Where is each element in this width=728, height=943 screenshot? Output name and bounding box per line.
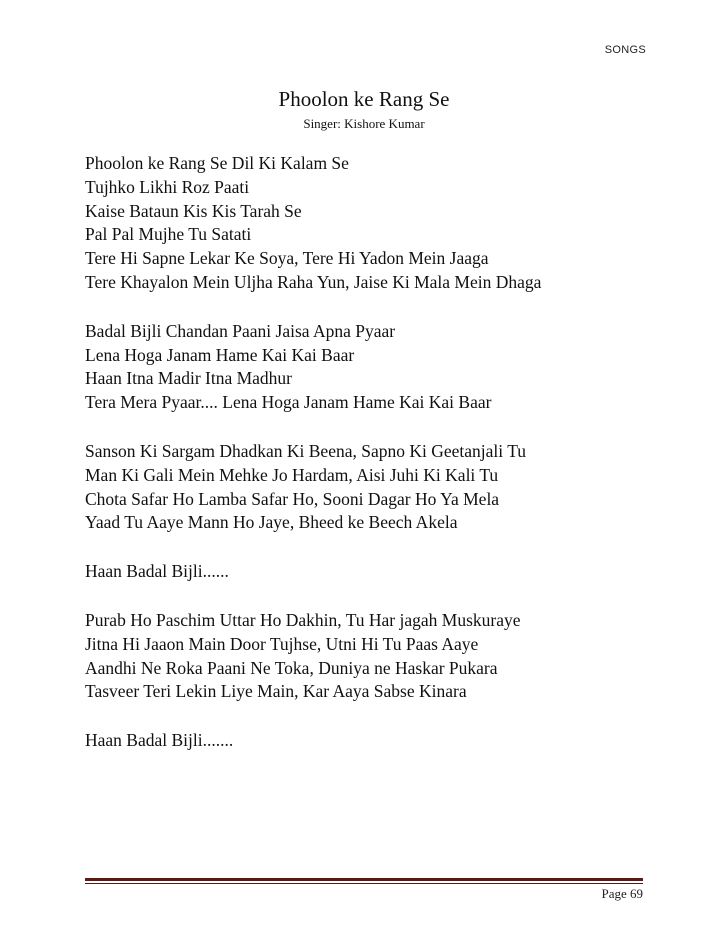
footer-divider (85, 878, 643, 884)
lyric-line: Haan Itna Madir Itna Madhur (85, 368, 293, 389)
lyric-line: Tasveer Teri Lekin Liye Main, Kar Aaya Sabse Kinara (85, 681, 467, 702)
lyric-line: Lena Hoga Janam Hame Kai Kai Baar (85, 344, 355, 365)
footer-divider-thin (85, 883, 643, 884)
stanza-6-refrain (85, 729, 685, 753)
stanza-2 (85, 320, 685, 415)
lyric-line: Haan Badal Bijli...... (85, 561, 229, 582)
lyrics-body (85, 152, 685, 778)
lyric-line: Phoolon ke Rang Se Dil Ki Kalam Se (85, 153, 349, 173)
song-title: Phoolon ke Rang Se (278, 87, 450, 111)
lyric-line: Yaad Tu Aaye Mann Ho Jaye, Bheed ke Beech Akela (85, 512, 458, 533)
lyric-line: Sanson Ki Sargam Dhadkan Ki Beena, Sapno Ki Geetanjali Tu (85, 440, 527, 461)
lyric-line: Tere Hi Sapne Lekar Ke Soya, Tere Hi Yadon Mein Jaaga (85, 248, 489, 269)
lyric-line: Jitna Hi Jaaon Main Door Tujhse, Utni Hi Tu Paas Aaye (85, 633, 479, 654)
lyric-line: Haan Badal Bijli....... (85, 730, 234, 751)
stanza-5 (85, 609, 685, 704)
lyric-line: Purab Ho Paschim Uttar Ho Dakhin, Tu Har jagah Muskuraye (85, 609, 521, 630)
header-section-label: SONGS (604, 44, 646, 56)
lyric-line: Aandhi Ne Roka Paani Ne Toka, Duniya ne Haskar Pukara (85, 657, 498, 678)
singer-credit: Singer: Kishore Kumar (303, 116, 425, 131)
footer-divider-thick (85, 878, 643, 881)
lyric-line: Tujhko Likhi Roz Paati (85, 176, 250, 197)
page-number: Page 69 (601, 886, 643, 901)
stanza-3 (85, 440, 685, 535)
lyric-line: Kaise Bataun Kis Kis Tarah Se (85, 200, 302, 221)
stanza-4-refrain (85, 560, 685, 584)
lyric-line: Tera Mera Pyaar.... Lena Hoga Janam Hame Kai Kai Baar (85, 392, 492, 413)
lyric-line: Tere Khayalon Mein Uljha Raha Yun, Jaise Ki Mala Mein Dhaga (85, 271, 542, 292)
lyric-line: Man Ki Gali Mein Mehke Jo Hardam, Aisi Juhi Ki Kali Tu (85, 464, 499, 485)
lyric-line: Chota Safar Ho Lamba Safar Ho, Sooni Dagar Ho Ya Mela (85, 488, 500, 509)
title-block (0, 86, 728, 133)
stanza-1 (85, 152, 685, 295)
lyric-line: Pal Pal Mujhe Tu Satati (85, 224, 252, 245)
lyric-line: Badal Bijli Chandan Paani Jaisa Apna Pyaar (85, 320, 396, 341)
